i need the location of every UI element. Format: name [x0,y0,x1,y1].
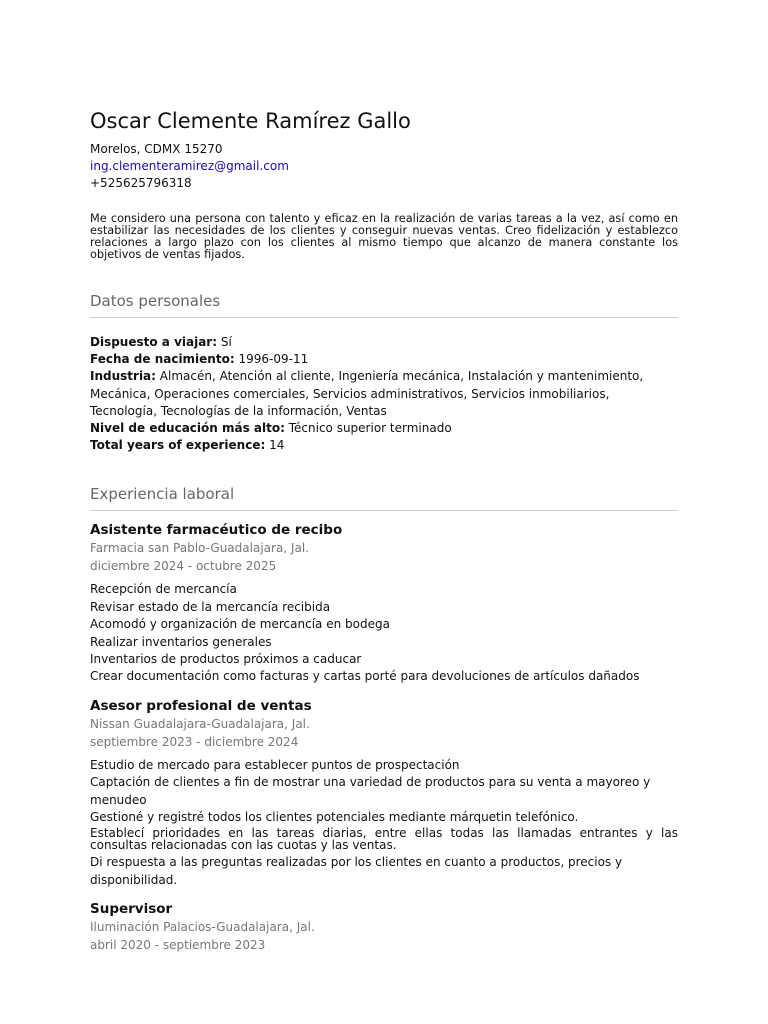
job-location: Guadalajara, Jal. [216,920,315,935]
job-dates: abril 2020 - septiembre 2023 [90,938,266,953]
fact-travel [90,334,678,351]
job-duties [90,757,678,889]
fact-label: Nivel de educación más alto: [90,421,285,436]
fact-value: 14 [269,438,285,453]
job-dates: diciembre 2024 - octubre 2025 [90,559,277,574]
duty-item: Realizar inventarios generales [90,634,272,649]
fact-industry [90,368,678,420]
profile-summary: Me considero una persona con talento y eficaz en la realización de varias tareas a la vez, así como en estabilizar las necesidades de los clientes y conseguir nuevas ventas. Creo fidelización y establezco relaciones a largo plazo con los clientes al mismo tiempo que alcanzo de manera constante los objetivos de ventas fijados. [90,212,678,261]
duty-item: Estudio de mercado para establecer puntos de prospectación [90,757,460,772]
job-company-line: Nissan Guadalajara-Guadalajara, Jal. [90,716,310,731]
job-company-line: Farmacia san Pablo-Guadalajara, Jal. [90,541,309,556]
experience-list [90,522,678,954]
resume-page [90,106,678,954]
duty-item: Captación de clientes a fin de mostrar una variedad de productos para su venta a mayoreo y menudeo [90,775,651,807]
duty-item: Inventarios de productos próximos a caducar [90,652,362,667]
job-duties [90,581,678,685]
fact-label: Industria: [90,369,156,384]
email-link[interactable]: ing.clementeramirez@gmail.com [90,159,289,173]
location-text: Morelos, CDMX 15270 [90,142,223,156]
section-title-personal: Datos personales [90,291,678,318]
fact-value: Técnico superior terminado [288,421,452,436]
candidate-name: Oscar Clemente Ramírez Gallo [90,109,411,133]
job-location: Guadalajara, Jal. [211,716,310,731]
job-entry [90,522,678,685]
job-entry [90,901,678,954]
personal-facts [90,334,678,454]
section-title-experience: Experiencia laboral [90,484,678,511]
duty-item: Revisar estado de la mercancía recibida [90,599,331,614]
job-company: Nissan Guadalajara [90,716,207,731]
job-company: Farmacia san Pablo [90,541,206,556]
fact-label: Total years of experience: [90,438,266,453]
job-location: Guadalajara, Jal. [210,541,309,556]
phone-text: +525625796318 [90,176,192,190]
job-dates: septiembre 2023 - diciembre 2024 [90,734,299,749]
fact-value: 1996-09-11 [238,352,309,367]
fact-experience [90,437,678,454]
duty-item: Di respuesta a las preguntas realizadas por los clientes en cuanto a productos, precios y disponibilidad. [90,855,623,887]
duty-item: Recepción de mercancía [90,582,237,597]
job-title: Asistente farmacéutico de recibo [90,522,343,539]
fact-label: Dispuesto a viajar: [90,335,218,349]
duty-item: Gestioné y registré todos los clientes potenciales mediante márquetin telefónico. [90,810,579,825]
fact-education [90,420,678,437]
duty-item: Establecí prioridades en las tareas diarias, entre ellas todas las llamadas entrantes y las consultas relacionadas con las cuotas y las ventas. [90,826,678,852]
fact-label: Fecha de nacimiento: [90,352,235,367]
job-title: Asesor profesional de ventas [90,697,312,714]
contact-info [90,141,678,192]
fact-value: Almacén, Atención al cliente, Ingeniería mecánica, Instalación y mantenimiento, Mecánica, Operaciones comerciales, Servicios administrativos, Servicios inmobiliarios, Tecnología, Tecnologías de la información, Ventas [90,369,644,418]
job-company-line: Iluminación Palacios-Guadalajara, Jal. [90,920,315,935]
duty-item: Acomodó y organización de mercancía en bodega [90,617,390,632]
job-company: Iluminación Palacios [90,920,212,935]
duty-item: Crear documentación como facturas y cartas porté para devoluciones de artículos dañados [90,669,640,684]
job-entry [90,698,678,889]
fact-value: Sí [220,335,232,349]
job-title: Supervisor [90,901,173,918]
fact-birthdate [90,351,678,368]
